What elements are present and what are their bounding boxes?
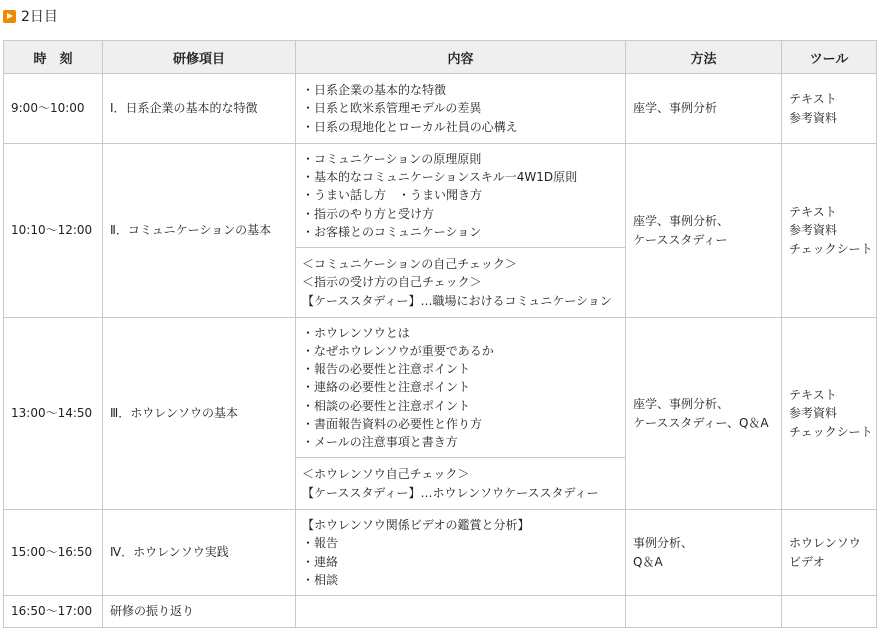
content-cell: ・コミュニケーションの原理原則 ・基本的なコミュニケーションスキル一4W1D原則 ・うまい話し方 ・うまい聞き方 ・指示のやり方と受け方 ・お客様とのコミュニケーション [296,144,626,248]
method-cell: 座学、事例分析、 ケーススタディー [626,144,782,318]
table-row [4,74,877,144]
content-cell: 【ホウレンソウ関係ビデオの鑑賞と分析】 ・報告 ・連絡 ・相談 [296,510,626,596]
method-cell [626,596,782,628]
item-cell: Ⅲ．ホウレンソウの基本 [103,318,296,510]
tool-cell: テキスト 参考資料 チェックシート [782,318,877,510]
content-cell: ・日系企業の基本的な特徴 ・日系と欧米系管理モデルの差異 ・日系の現地化とローカル社員の心構え [296,74,626,144]
time-cell: 13:00〜14:50 [4,318,103,510]
item-cell: Ⅰ．日系企業の基本的な特徴 [103,74,296,144]
item-cell: Ⅳ．ホウレンソウ実践 [103,510,296,596]
content-cell: ・ホウレンソウとは ・なぜホウレンソウが重要であるか ・報告の必要性と注意ポイント ・連絡の必要性と注意ポイント ・相談の必要性と注意ポイント ・書面報告資料の必要性と作り方 ・メールの注意事項と書き方 [296,318,626,458]
content-cell [296,596,626,628]
tool-cell [782,596,877,628]
table-row [4,510,877,596]
schedule-table [3,40,877,628]
header-method: 方法 [626,41,782,74]
method-cell: 事例分析、 Q＆A [626,510,782,596]
table-row [4,596,877,628]
table-row [4,144,877,248]
content-cell: ＜コミュニケーションの自己チェック＞ ＜指示の受け方の自己チェック＞ 【ケーススタディー】…職場におけるコミュニケーション [296,248,626,318]
section-title: 2日目 [21,9,58,25]
time-cell: 10:10〜12:00 [4,144,103,318]
header-time: 時 刻 [4,41,103,74]
tool-cell: テキスト 参考資料 チェックシート [782,144,877,318]
item-cell: Ⅱ．コミュニケーションの基本 [103,144,296,318]
content-cell: ＜ホウレンソウ自己チェック＞ 【ケーススタディー】…ホウレンソウケーススタディー [296,458,626,510]
tool-cell: テキスト 参考資料 [782,74,877,144]
play-arrow-icon [3,10,16,23]
table-header-row [4,41,877,74]
tool-cell: ホウレンソウ ビデオ [782,510,877,596]
header-content: 内容 [296,41,626,74]
section-heading [3,7,58,25]
header-tool: ツール [782,41,877,74]
time-cell: 9:00〜10:00 [4,74,103,144]
time-cell: 15:00〜16:50 [4,510,103,596]
method-cell: 座学、事例分析、 ケーススタディー、Q＆A [626,318,782,510]
table-row [4,318,877,458]
header-item: 研修項目 [103,41,296,74]
time-cell: 16:50〜17:00 [4,596,103,628]
method-cell: 座学、事例分析 [626,74,782,144]
item-cell: 研修の振り返り [103,596,296,628]
